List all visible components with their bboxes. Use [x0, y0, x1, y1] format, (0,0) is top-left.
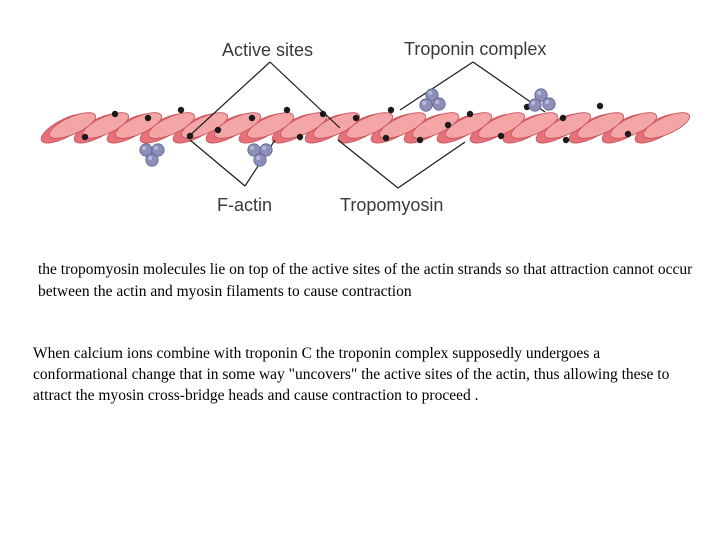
- troponin-cluster: [420, 89, 445, 111]
- tropomyosin-dot: [383, 135, 389, 141]
- tropomyosin-dot: [560, 115, 566, 121]
- troponin-cluster: [529, 89, 555, 111]
- label-f-actin: F-actin: [217, 195, 273, 215]
- tropomyosin-dot: [417, 137, 423, 143]
- troponin-cluster: [248, 144, 272, 166]
- tropomyosin-dot: [82, 134, 88, 140]
- tropomyosin-dot: [467, 111, 473, 117]
- tropomyosin-dot: [145, 115, 151, 121]
- tropomyosin-dot: [178, 107, 184, 113]
- pointer-line: [398, 142, 465, 188]
- tropomyosin-dot: [597, 103, 603, 109]
- muscle-filament-diagram: [0, 0, 720, 225]
- paragraph-tropomyosin-blocking: the tropomyosin molecules lie on top of the active sites of the actin strands so that attraction cannot occur between the actin and myosin filaments to cause contraction: [38, 261, 693, 300]
- tropomyosin-dot: [625, 131, 631, 137]
- label-active-sites: Active sites: [222, 40, 314, 60]
- actin-filament: [37, 103, 692, 149]
- tropomyosin-dot: [284, 107, 290, 113]
- tropomyosin-dot: [112, 111, 118, 117]
- tropomyosin-dot: [215, 127, 221, 133]
- tropomyosin-dot: [445, 122, 451, 128]
- label-tropomyosin: Tropomyosin: [340, 195, 444, 215]
- pointer-line: [190, 140, 245, 186]
- troponin-cluster: [140, 144, 164, 166]
- tropomyosin-dot: [353, 115, 359, 121]
- tropomyosin-dot: [498, 133, 504, 139]
- tropomyosin-dot: [297, 134, 303, 140]
- paragraph-calcium-troponin: When calcium ions combine with troponin C the troponin complex supposedly undergoes a conformational change that in some way "uncovers" the active sites of the actin, thus allowing these to attract the myosin cross-bridge heads and cause contraction to proceed .: [33, 345, 670, 404]
- tropomyosin-dot: [388, 107, 394, 113]
- pointer-line: [338, 140, 398, 188]
- label-troponin-complex: Troponin complex: [404, 39, 547, 59]
- tropomyosin-dot: [563, 137, 569, 143]
- tropomyosin-dot: [249, 115, 255, 121]
